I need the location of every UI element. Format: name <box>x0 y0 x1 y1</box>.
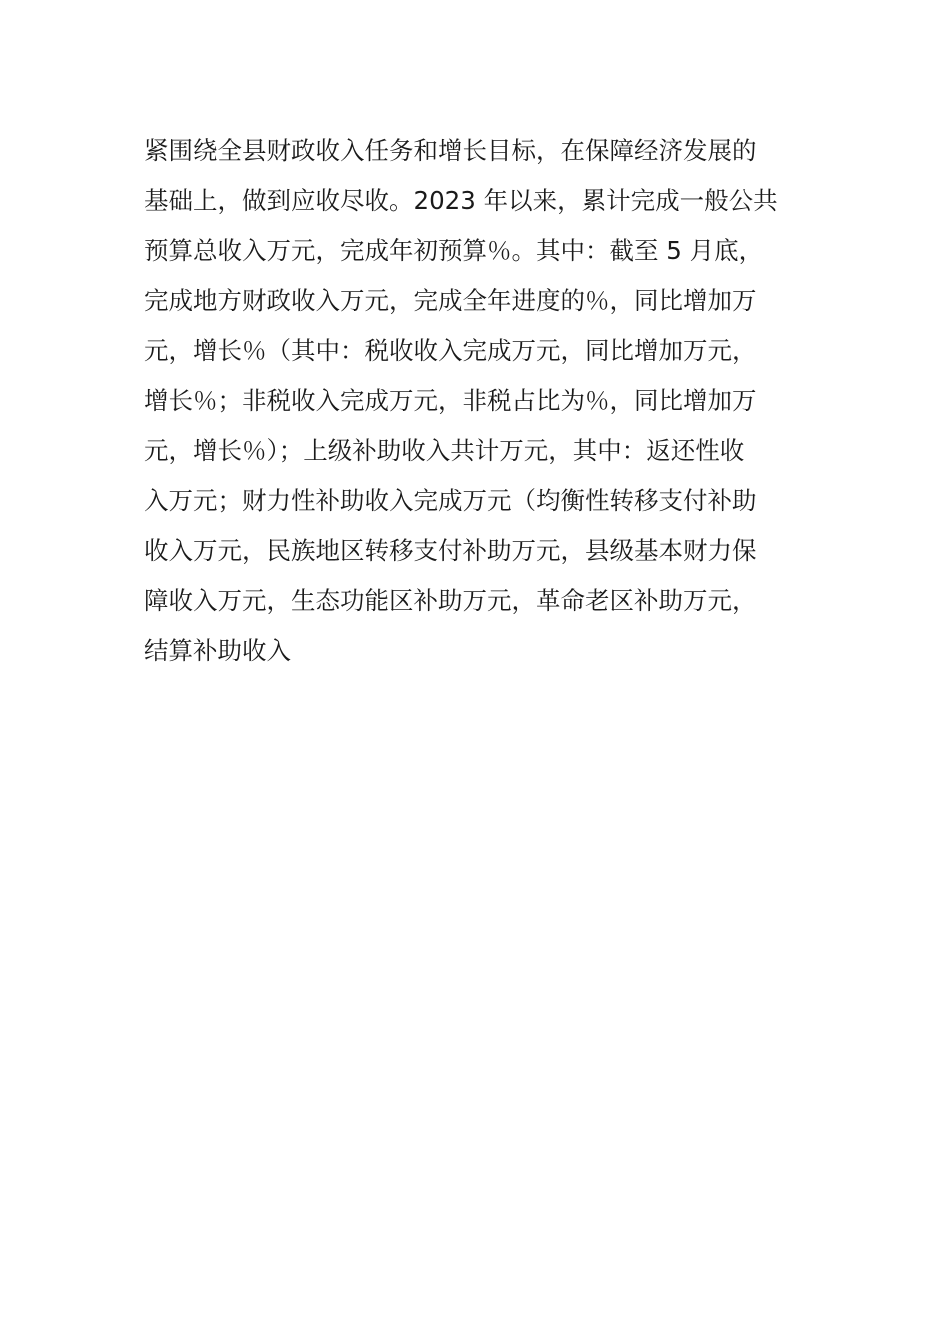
body-paragraph <box>144 126 824 676</box>
paragraph-line: 元，增长％）；上级补助收入共计万元，其中：返还性收 <box>144 436 745 465</box>
paragraph-line: 预算总收入万元，完成年初预算％。其中：截至 5 月底， <box>144 236 764 265</box>
paragraph-line: 障收入万元，生态功能区补助万元，革命老区补助万元， <box>144 586 757 615</box>
paragraph-line: 完成地方财政收入万元，完成全年进度的％，同比增加万 <box>144 286 757 315</box>
paragraph-line: 基础上，做到应收尽收。2023 年以来，累计完成一般公共 <box>144 186 778 215</box>
paragraph-line: 结算补助收入 <box>144 636 291 665</box>
paragraph-line: 增长％；非税收入完成万元，非税占比为％，同比增加万 <box>144 386 757 415</box>
paragraph-line: 紧围绕全县财政收入任务和增长目标，在保障经济发展的 <box>144 136 757 165</box>
paragraph-line: 收入万元，民族地区转移支付补助万元，县级基本财力保 <box>144 536 757 565</box>
paragraph-line: 元，增长％（其中：税收收入完成万元，同比增加万元， <box>144 336 757 365</box>
paragraph-line: 入万元；财力性补助收入完成万元（均衡性转移支付补助 <box>144 486 757 515</box>
